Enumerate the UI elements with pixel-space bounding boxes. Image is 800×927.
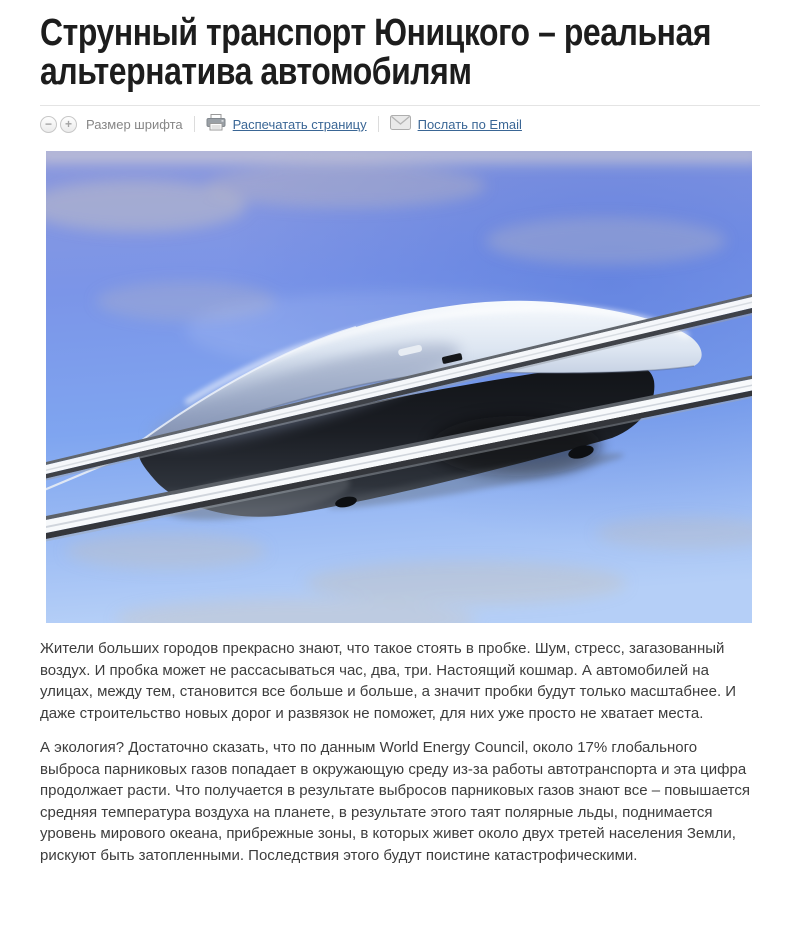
toolbar-separator (194, 116, 195, 132)
font-size-increase-button[interactable]: + (60, 116, 77, 133)
article-body (40, 638, 760, 866)
page-title-line2: альтернатива автомобилям (40, 51, 472, 93)
toolbar-separator (378, 116, 379, 132)
printer-icon (206, 114, 226, 134)
article-photo-string-transport (46, 151, 752, 623)
font-size-decrease-button[interactable]: − (40, 116, 57, 133)
font-size-label: Размер шрифта (86, 116, 183, 132)
envelope-icon (390, 115, 411, 133)
article-paragraph: А экология? Достаточно сказать, что по данным World Energy Council, около 17% глобального выброса парниковых газов попадает в окружающую среду из-за работы автотранспорта и эта цифра продолжает расти. Что получается в результате выбросов парниковых газов знают все – повышается средняя температура воздуха на планете, в результате этого таят полярные льды, поднимается уровень мирового океана, прибрежные зоны, в которых живет около двух третей населения Земли, рискуют быть затопленными. Последствия этого будут поистине катастрофическими. (40, 739, 750, 864)
page-title-line1: Струнный транспорт Юницкого – реальная (40, 12, 712, 54)
article-toolbar (40, 106, 760, 133)
page-title (40, 14, 760, 92)
send-email-link[interactable]: Послать по Email (417, 116, 522, 132)
article-paragraph: Жители больших городов прекрасно знают, что такое стоять в пробке. Шум, стресс, загазованный воздух. И пробка может не рассасываться час, два, три. Настоящий кошмар. А автомобилей на улицах, между тем, становится все больше и больше, а значит пробки будут только масштабнее. И даже строительство новых дорог и развязок не поможет, для них уже просто не хватает места. (40, 640, 737, 722)
article-page (0, 14, 800, 866)
print-page-link[interactable]: Распечатать страницу (232, 116, 367, 132)
